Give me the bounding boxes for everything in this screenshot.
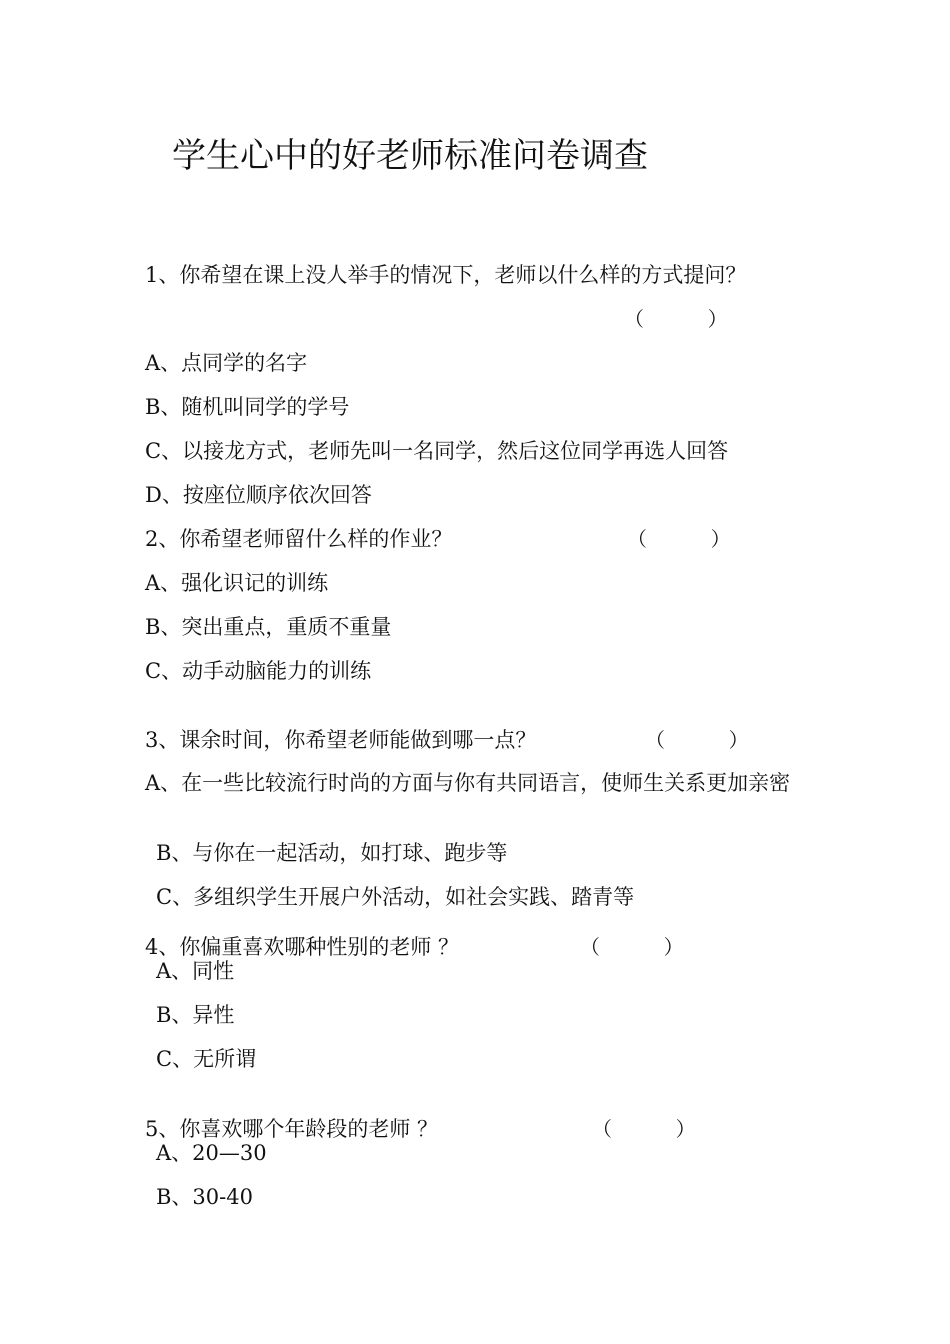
question-5-option-a: A、20—30 — [156, 1141, 267, 1165]
question-2-text: 2、你希望老师留什么样的作业？ — [145, 527, 453, 551]
question-1-option-d: D、按座位顺序依次回答 — [145, 483, 372, 507]
question-1-option-b: B、随机叫同学的学号 — [145, 395, 350, 419]
question-3-option-b: B、与你在一起活动，如打球、跑步等 — [156, 841, 508, 865]
question-2-option-c: C、动手动脑能力的训练 — [145, 659, 372, 683]
question-2-option-b: B、突出重点，重质不重量 — [145, 615, 392, 639]
question-4-option-c: C、无所谓 — [156, 1047, 257, 1071]
question-1-answer-blank: （ ） — [624, 307, 728, 331]
question-4-option-b: B、异性 — [156, 1003, 235, 1027]
question-3-answer-blank: （ ） — [645, 728, 749, 752]
question-5-text: 5、你喜欢哪个年龄段的老师 ？ — [145, 1117, 439, 1141]
question-2-answer-blank: （ ） — [627, 527, 731, 551]
page-title: 学生心中的好老师标准问卷调查 — [172, 136, 648, 176]
question-3-option-c: C、多组织学生开展户外活动，如社会实践、踏青等 — [156, 885, 635, 909]
question-3-text: 3、课余时间，你希望老师能做到哪一点？ — [145, 728, 537, 752]
question-5-option-b: B、30-40 — [156, 1185, 253, 1209]
question-2-option-a: A、强化识记的训练 — [145, 571, 329, 595]
question-4-option-a: A、同性 — [156, 959, 235, 983]
question-5-answer-blank: （ ） — [592, 1117, 696, 1141]
question-4-answer-blank: （ ） — [580, 935, 684, 959]
question-3-option-a: A、在一些比较流行时尚的方面与你有共同语言，使师生关系更加亲密 — [145, 771, 791, 795]
question-1-option-c: C、以接龙方式，老师先叫一名同学，然后这位同学再选人回答 — [145, 439, 729, 463]
question-1-option-a: A、点同学的名字 — [145, 351, 308, 375]
question-1-text: 1、你希望在课上没人举手的情况下，老师以什么样的方式提问？ — [145, 263, 747, 287]
question-4-text: 4、你偏重喜欢哪种性别的老师 ？ — [145, 935, 460, 959]
